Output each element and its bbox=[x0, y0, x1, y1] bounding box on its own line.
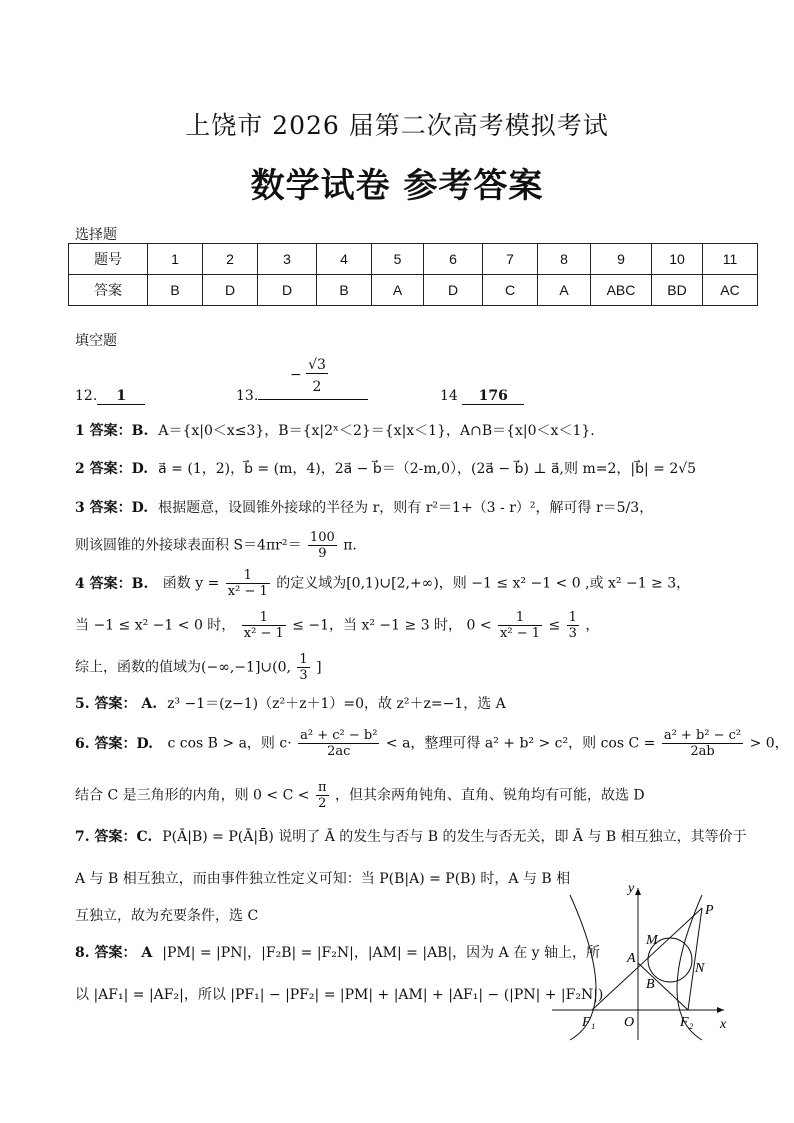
fill-q13 bbox=[236, 388, 368, 404]
solution-2 bbox=[75, 458, 696, 478]
answer-cell: B bbox=[148, 275, 203, 306]
solution-4-line3 bbox=[75, 652, 322, 683]
solution-8 bbox=[75, 942, 600, 962]
answer-cell: C bbox=[483, 275, 538, 306]
solution-text: a⃗ = (1，2)，b⃗ = (m，4)，2a⃗ − b⃗＝（2-m,0），(2a⃗ − b⃗) ⊥ a⃗,则 m=2，|b⃗| = 2√5 bbox=[158, 461, 697, 477]
fill-q12-answer: 1 bbox=[97, 388, 145, 405]
answer-cell: D bbox=[258, 275, 317, 306]
solution-6-line2 bbox=[75, 780, 645, 811]
fill-q12 bbox=[75, 388, 145, 405]
fraction-numerator: 1 bbox=[226, 568, 270, 584]
label-F2: F₂ bbox=[680, 1015, 694, 1030]
choice-section-label: 选择题 bbox=[75, 227, 117, 243]
fraction-numerator: π bbox=[317, 780, 327, 795]
answer-cell: D bbox=[203, 275, 258, 306]
answer-cell: ABC bbox=[591, 275, 652, 306]
hyperbola-figure bbox=[552, 880, 732, 1045]
answer-cell: B bbox=[317, 275, 372, 306]
fraction bbox=[297, 652, 309, 683]
fill-q13-denominator: 2 bbox=[312, 379, 322, 395]
solution-label: 2 答案：D. bbox=[75, 461, 149, 477]
question-number: 8 bbox=[538, 244, 591, 275]
solution-text: 的定义域为[0,1)∪[2,+∞)，则 −1 ≤ x² −1 < 0 ,或 x² −1 ≥ 3， bbox=[276, 575, 691, 592]
row-header-a: 答案 bbox=[69, 275, 148, 306]
solution-1 bbox=[75, 420, 595, 440]
fraction-numerator: 1 bbox=[498, 610, 542, 626]
fill-q14-answer: 176 bbox=[462, 388, 524, 405]
fraction-denominator: 3 bbox=[299, 668, 308, 683]
solution-text: ] bbox=[316, 659, 322, 676]
question-number: 4 bbox=[317, 244, 372, 275]
answer-cell: AC bbox=[703, 275, 758, 306]
solution-text: 则该圆锥的外接球表面积 S＝4πr²＝ bbox=[75, 537, 302, 554]
label-F1: F₁ bbox=[582, 1015, 596, 1030]
solution-text: |PM| = |PN|，|F₂B| = |F₂N|，|AM| = |AB|，因为 A 在 y 轴上，所 bbox=[162, 945, 601, 961]
solution-text: ， bbox=[585, 617, 600, 634]
fraction bbox=[316, 780, 329, 811]
page-subtitle: 数学试卷 参考答案 bbox=[250, 166, 544, 206]
solution-text: > 0， bbox=[749, 735, 789, 752]
label-P: P bbox=[705, 903, 714, 918]
fraction-denominator: x² − 1 bbox=[500, 626, 541, 641]
page-title: 上饶市 2026 届第二次高考模拟考试 bbox=[185, 111, 609, 140]
fraction bbox=[308, 530, 337, 561]
solution-text: 结合 C 是三角形的内角，则 0 < C < bbox=[75, 787, 310, 804]
line-F2P bbox=[688, 908, 702, 1010]
solution-text: A 与 B 相互独立，而由事件独立性定义可知：当 P(B|A) = P(B) 时，A 与 B 相 bbox=[75, 871, 571, 887]
question-number: 3 bbox=[258, 244, 317, 275]
question-number: 5 bbox=[372, 244, 424, 275]
answer-table bbox=[68, 243, 758, 306]
fraction-denominator: x² − 1 bbox=[243, 626, 284, 641]
question-number: 7 bbox=[483, 244, 538, 275]
fraction-denominator: 2 bbox=[318, 796, 327, 811]
answer-cell: BD bbox=[652, 275, 703, 306]
fraction-numerator: a² + c² − b² bbox=[300, 728, 378, 743]
label-O: O bbox=[624, 1015, 635, 1030]
fraction-denominator: 9 bbox=[318, 546, 327, 561]
solution-text: c cos B > a，则 c· bbox=[167, 735, 292, 752]
question-number: 6 bbox=[424, 244, 483, 275]
solution-label: 1 答案：B. bbox=[75, 423, 149, 439]
solution-text: 以 |AF₁| = |AF₂|，所以 |PF₁| − |PF₂| = |PM| + |AM| + |AF₁| − (|PN| + |F₂N|) bbox=[75, 987, 604, 1003]
answer-row bbox=[69, 275, 758, 306]
solution-5 bbox=[75, 693, 506, 713]
fill-q14 bbox=[440, 388, 524, 405]
solution-4-line2 bbox=[75, 610, 599, 641]
fraction-denominator: 2ab bbox=[690, 744, 715, 759]
label-M: M bbox=[646, 933, 658, 948]
solution-text: 互独立，故为充要条件，选 C bbox=[75, 908, 259, 924]
solution-text: 当 −1 ≤ x² −1 < 0 时， bbox=[75, 617, 236, 634]
solution-3-line2 bbox=[75, 530, 357, 561]
label-A: A bbox=[627, 951, 636, 966]
fraction bbox=[298, 728, 379, 759]
fraction-numerator: 1 bbox=[568, 610, 577, 625]
solution-label: 6. 答案：D. bbox=[75, 735, 154, 752]
fraction-numerator: 100 bbox=[309, 530, 335, 545]
solution-text: < a，整理可得 a² + b² > c²，则 cos C = bbox=[385, 735, 656, 752]
solution-7-line2 bbox=[75, 868, 570, 888]
solution-text: A＝{x|0＜x≤3}，B＝{x|2ˣ＜2}＝{x|x＜1}，A∩B＝{x|0＜x＜1}. bbox=[158, 423, 595, 439]
solution-3 bbox=[75, 497, 653, 517]
fraction-denominator: 3 bbox=[568, 626, 577, 641]
fraction bbox=[567, 610, 579, 641]
x-axis-arrow bbox=[717, 1007, 724, 1013]
solution-8-line2 bbox=[75, 984, 603, 1004]
solution-7 bbox=[75, 826, 747, 846]
fill-q12-number: 12. bbox=[75, 388, 98, 404]
solution-text: P(Ā|B) = P(Ā|B̄) 说明了 Ā 的发生与否与 B 的发生与否无关，即 Ā 与 B 相互独立，其等价于 bbox=[162, 829, 747, 845]
solution-6 bbox=[75, 728, 789, 759]
solution-7-line3 bbox=[75, 905, 258, 925]
question-number: 2 bbox=[203, 244, 258, 275]
fill-q14-number: 14 bbox=[440, 388, 458, 404]
line-F1P bbox=[592, 908, 702, 1010]
solution-label: 7. 答案：C. bbox=[75, 829, 153, 845]
question-number: 9 bbox=[591, 244, 652, 275]
solution-text: ≤ −1，当 x² −1 ≥ 3 时， 0 < bbox=[292, 617, 492, 634]
fraction-denominator: x² − 1 bbox=[227, 584, 268, 599]
fill-q13-underline bbox=[258, 399, 368, 400]
row-header-q: 题号 bbox=[69, 244, 148, 275]
question-number: 1 bbox=[148, 244, 203, 275]
label-x: x bbox=[720, 1017, 727, 1032]
question-number-row bbox=[69, 244, 758, 275]
fraction-numerator: 1 bbox=[242, 610, 286, 626]
fill-section-label: 填空题 bbox=[75, 333, 117, 349]
fraction bbox=[242, 610, 286, 641]
fraction bbox=[662, 728, 743, 759]
label-y: y bbox=[628, 881, 635, 896]
solution-text: ≤ bbox=[548, 617, 561, 634]
y-axis-arrow bbox=[635, 888, 641, 895]
fill-q13-numerator: √3 bbox=[306, 357, 328, 374]
fraction-denominator: 2ac bbox=[327, 744, 351, 759]
solution-text: ，但其余两角钝角、直角、锐角均有可能，故选 D bbox=[334, 787, 645, 804]
solution-4 bbox=[75, 568, 690, 599]
question-number: 10 bbox=[652, 244, 703, 275]
fraction bbox=[498, 610, 542, 641]
fraction bbox=[226, 568, 270, 599]
label-N: N bbox=[695, 961, 705, 976]
solution-text: 函数 y = bbox=[162, 575, 220, 592]
solution-label: 4 答案：B. bbox=[75, 575, 149, 592]
fill-q13-sign: − bbox=[290, 367, 302, 383]
solution-text: 综上，函数的值域为(−∞,−1]∪(0, bbox=[75, 659, 291, 676]
fraction-numerator: 1 bbox=[299, 652, 308, 667]
fraction-numerator: a² + b² − c² bbox=[663, 728, 742, 743]
answer-cell: D bbox=[424, 275, 483, 306]
solution-label: 3 答案：D. bbox=[75, 500, 149, 516]
fill-q13-number: 13. bbox=[236, 388, 259, 404]
solution-label: 8. 答案： A bbox=[75, 945, 153, 961]
solution-label: 5. 答案： A. bbox=[75, 696, 158, 712]
answer-cell: A bbox=[538, 275, 591, 306]
label-B: B bbox=[646, 977, 655, 992]
question-number: 11 bbox=[703, 244, 758, 275]
solution-text: z³ −1＝(z−1)（z²＋z＋1）=0，故 z²＋z=−1，选 A bbox=[167, 696, 506, 712]
answer-cell: A bbox=[372, 275, 424, 306]
solution-text: π. bbox=[343, 537, 357, 554]
solution-text: 根据题意，设圆锥外接球的半径为 r，则有 r²＝1+（3 - r）²，解可得 r＝5/3， bbox=[158, 500, 654, 516]
